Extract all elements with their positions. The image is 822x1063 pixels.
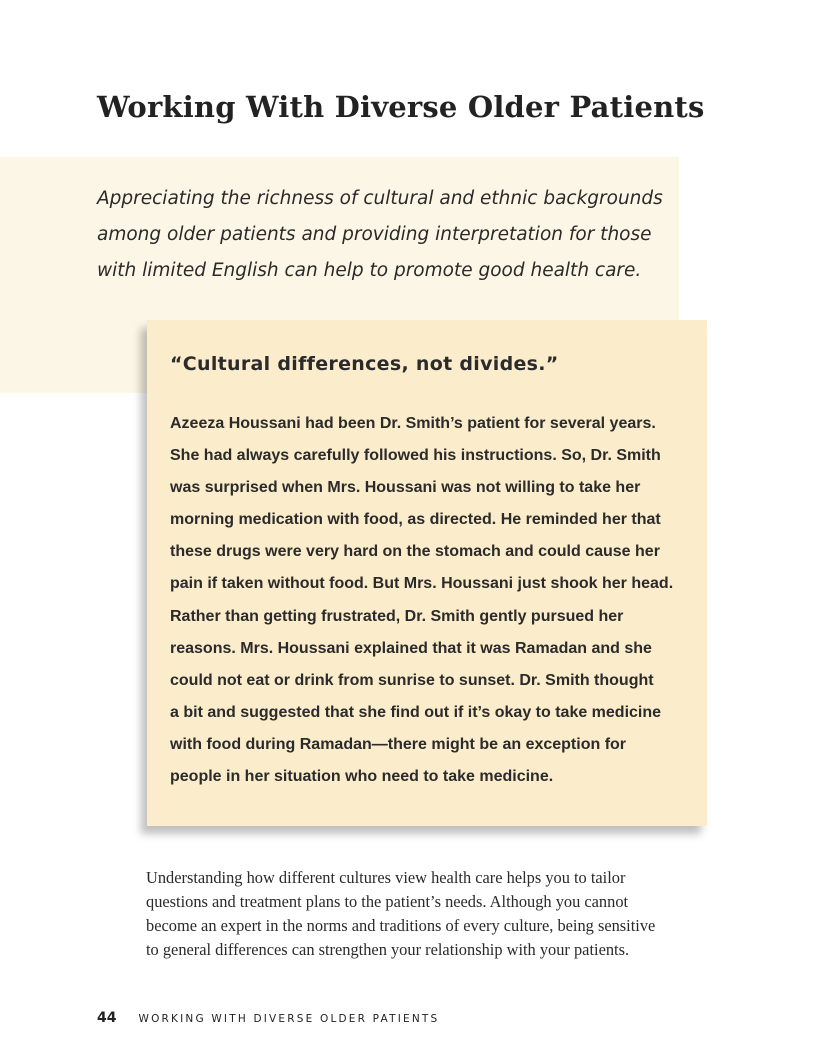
story-line: a bit and suggested that she find out if it’s okay to take medicine bbox=[170, 703, 662, 721]
closing-line: Understanding how different cultures view health care helps you to tailor bbox=[146, 868, 626, 887]
story-line: these drugs were very hard on the stomach and could cause her bbox=[170, 543, 660, 561]
intro-line: with limited English can help to promote good health care. bbox=[97, 260, 642, 281]
story-line: Azeeza Houssani had been Dr. Smith’s patient for several years. bbox=[170, 415, 656, 432]
story-line: was surprised when Mrs. Houssani was not willing to take her bbox=[170, 479, 641, 497]
closing-paragraph bbox=[146, 866, 716, 962]
story-quote: “Cultural differences, not divides.” bbox=[170, 353, 559, 375]
closing-line: questions and treatment plans to the patient’s needs. Although you cannot bbox=[146, 892, 629, 911]
story-box bbox=[147, 320, 707, 826]
closing-line: become an expert in the norms and traditions of every culture, being sensitive bbox=[146, 916, 656, 935]
page-number: 44 bbox=[97, 1010, 117, 1026]
story-line: could not eat or drink from sunrise to sunset. Dr. Smith thought bbox=[170, 671, 654, 689]
page-title: Working With Diverse Older Patients bbox=[97, 90, 705, 124]
intro-line: Appreciating the richness of cultural and ethnic backgrounds bbox=[97, 188, 663, 209]
story-line: She had always carefully followed his instructions. So, Dr. Smith bbox=[170, 447, 661, 465]
story-line: pain if taken without food. But Mrs. Houssani just shook her head. bbox=[170, 575, 674, 593]
story-line: people in her situation who need to take medicine. bbox=[170, 768, 554, 786]
intro-line: among older patients and providing interpretation for those bbox=[97, 224, 652, 245]
story-body bbox=[170, 408, 700, 793]
story-line: with food during Ramadan—there might be an exception for bbox=[170, 735, 627, 753]
story-line: reasons. Mrs. Houssani explained that it was Ramadan and she bbox=[170, 639, 652, 657]
running-title: WORKING WITH DIVERSE OLDER PATIENTS bbox=[138, 1013, 440, 1025]
closing-line: to general differences can strengthen your relationship with your patients. bbox=[146, 940, 630, 959]
page-footer bbox=[97, 1010, 439, 1030]
intro-text bbox=[97, 181, 667, 289]
story-line: Rather than getting frustrated, Dr. Smith gently pursued her bbox=[170, 607, 624, 625]
story-line: morning medication with food, as directed. He reminded her that bbox=[170, 511, 661, 529]
